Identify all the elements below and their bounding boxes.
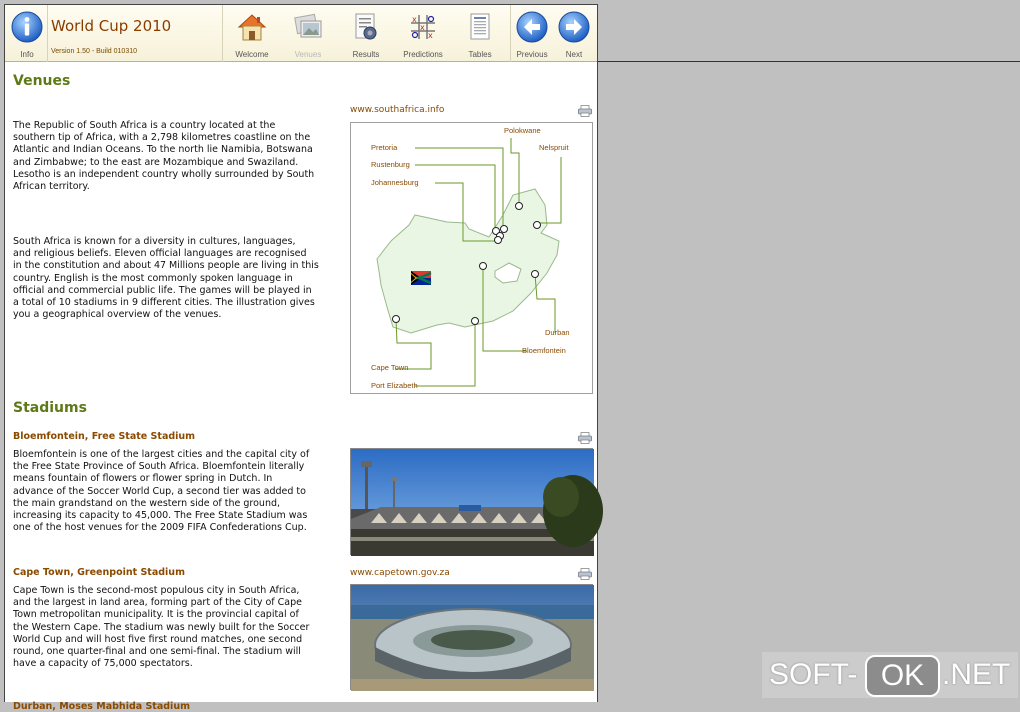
city-cape-town: Cape Town: [371, 363, 409, 372]
watermark-ok: OK: [865, 655, 940, 697]
venues-label: Venues: [294, 50, 322, 59]
pictures-icon: [291, 10, 325, 44]
city-nelspruit: Nelspruit: [539, 143, 569, 152]
watermark-right: .NET: [942, 658, 1011, 691]
info-button[interactable]: [7, 7, 47, 61]
stadiums-heading: Stadiums: [13, 400, 87, 416]
svg-text:x: x: [412, 15, 417, 24]
results-sheet-icon: [349, 10, 383, 44]
arrow-left-icon: [515, 10, 549, 44]
city-rustenburg: Rustenburg: [371, 160, 410, 169]
printer-icon[interactable]: [578, 432, 592, 444]
cape-town-stadium-photo: [350, 584, 593, 690]
city-durban: Durban: [545, 328, 570, 337]
app-version: Version 1.50 - Build 010310: [51, 48, 138, 55]
previous-button[interactable]: [511, 7, 553, 61]
home-icon: [235, 10, 269, 44]
city-bloemfontein: Bloemfontein: [522, 346, 566, 355]
city-pretoria: Pretoria: [371, 143, 398, 152]
welcome-button[interactable]: [227, 7, 277, 61]
tables-button[interactable]: [457, 7, 503, 61]
venues-map: [350, 122, 593, 394]
venues-paragraph-2: South Africa is known for a diversity in cultures, languages, and religious beliefs. Eleven official languages are recognised in the constitution and about 47 Millions people are living in this country. English is the most commonly spoken language in official and commercial public life. The games will be played in a total of 10 stadiums in 9 different cities. The illustration gives you a geographical overview of the venues.: [13, 236, 319, 321]
next-button[interactable]: [553, 7, 595, 61]
previous-label: Previous: [516, 50, 548, 59]
venues-paragraph-1: The Republic of South Africa is a country located at the southern tip of Africa, with a 2,798 kilometres coastline on the Atlantic and Indian Oceans. To the north lie Namibia, Botswana and Zimbabwe; to the east are Mozambique and Swaziland. Lesotho is an independent country wholly surrounded by South African territory.: [13, 120, 315, 193]
info-label: Info: [20, 50, 34, 59]
info-icon: [10, 10, 44, 44]
predictions-label: Predictions: [403, 50, 443, 59]
stadium-title: Cape Town, Greenpoint Stadium: [13, 567, 185, 578]
stadium-title: Durban, Moses Mabhida Stadium: [13, 701, 190, 712]
venues-heading: Venues: [13, 73, 71, 89]
stadium-title: Bloemfontein, Free State Stadium: [13, 431, 196, 442]
south-africa-flag-icon: [411, 271, 431, 285]
predictions-button[interactable]: [397, 7, 449, 61]
arrow-right-icon: [557, 10, 591, 44]
city-port-elizabeth: Port Elizabeth: [371, 381, 418, 390]
content-pane[interactable]: [5, 63, 597, 712]
bloemfontein-stadium-photo: [350, 448, 593, 555]
capetown-link[interactable]: www.capetown.gov.za: [350, 568, 450, 578]
stadium-description: Bloemfontein is one of the largest cities and the capital city of the Free State Province of South Africa. Bloemfontein literally means fountain of flowers or flower spring in Dutch. In advance of the Soccer World Cup, a second tier was added to the main grandstand on the western side of the ground, increasing its capacity to 45,000. The Free State Stadium was one of the host venues for the 2009 FIFA Confederations Cup.: [13, 449, 310, 534]
app-title: World Cup 2010: [51, 17, 172, 35]
printer-icon[interactable]: [578, 568, 592, 580]
divider-line: [598, 61, 1020, 62]
tictactoe-icon: [406, 10, 440, 44]
results-label: Results: [352, 50, 380, 59]
city-polokwane: Polokwane: [504, 126, 541, 135]
stadium-description: Cape Town is the second-most populous city in South Africa, and the largest in land area, forming part of the City of Cape Town metropolitan municipality. It is the provincial capital of the Western Cape. The stadium was newly built for the Soccer World Cup and will host five first round matches, one second round, one quarter-final and one semi-final. The stadium will have a capacity of 75,000 spectators.: [13, 585, 310, 670]
results-button[interactable]: [341, 7, 391, 61]
southafrica-link[interactable]: www.southafrica.info: [350, 105, 445, 115]
app-window: [4, 4, 598, 712]
svg-text:x: x: [420, 23, 425, 32]
printer-icon[interactable]: [578, 105, 592, 117]
watermark-left: SOFT-: [769, 658, 858, 691]
toolbar: [5, 5, 597, 62]
city-johannesburg: Johannesburg: [371, 178, 419, 187]
svg-text:x: x: [428, 31, 433, 40]
next-label: Next: [565, 50, 583, 59]
watermark: [762, 652, 1018, 698]
venues-button[interactable]: [283, 7, 333, 61]
tables-label: Tables: [468, 50, 492, 59]
welcome-label: Welcome: [235, 50, 269, 59]
tables-icon: [463, 10, 497, 44]
